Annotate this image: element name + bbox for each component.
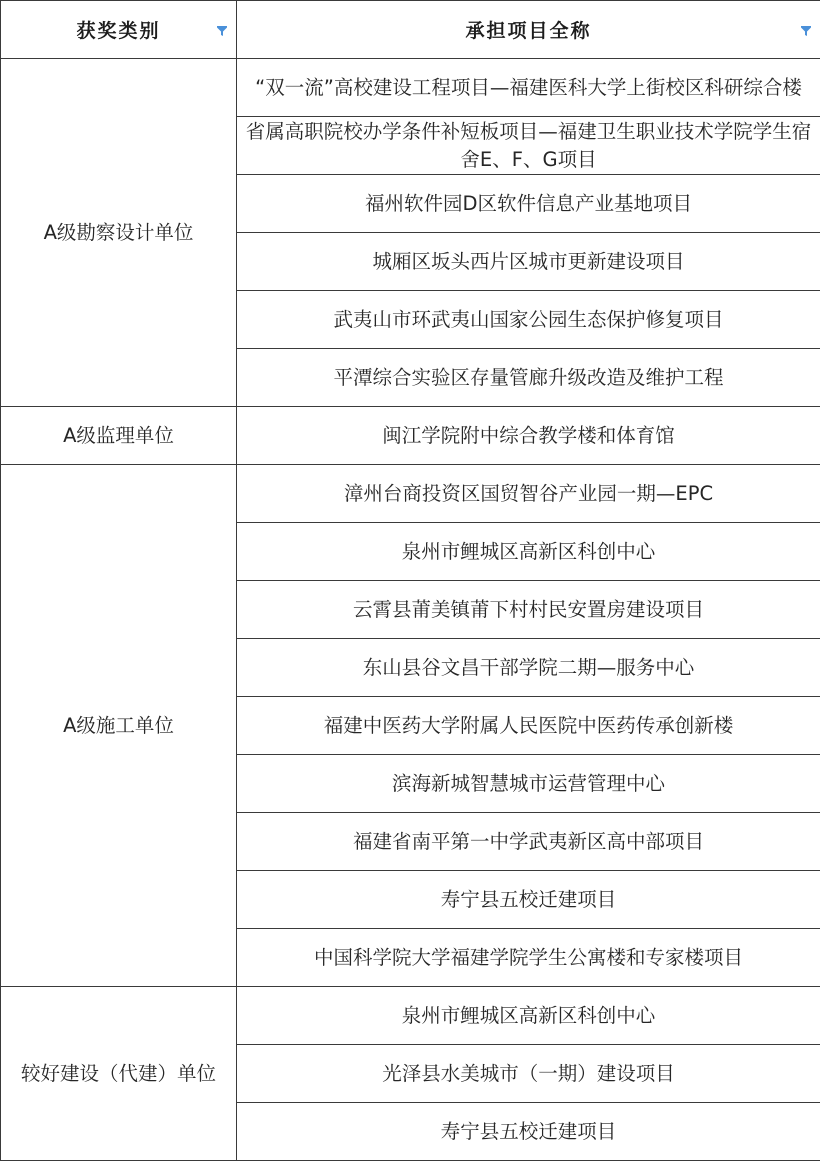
- project-cell: 中国科学院大学福建学院学生公寓楼和专家楼项目: [237, 929, 820, 987]
- project-cell: 平潭综合实验区存量管廊升级改造及维护工程: [237, 349, 820, 407]
- project-cell: 城厢区坂头西片区城市更新建设项目: [237, 233, 820, 291]
- table-row: [1, 59, 820, 117]
- project-cell: 省属高职院校办学条件补短板项目—福建卫生职业技术学院学生宿舍E、F、G项目: [237, 117, 820, 175]
- project-cell: 福州软件园D区软件信息产业基地项目: [237, 175, 820, 233]
- table-header: [1, 1, 820, 59]
- project-cell: 寿宁县五校迁建项目: [237, 871, 820, 929]
- project-cell: 福建中医药大学附属人民医院中医药传承创新楼: [237, 697, 820, 755]
- table-body: [1, 59, 820, 1161]
- project-cell: 云霄县莆美镇莆下村村民安置房建设项目: [237, 581, 820, 639]
- header-row: [1, 1, 820, 59]
- project-cell: 光泽县水美城市（一期）建设项目: [237, 1045, 820, 1103]
- category-cell: 较好建设（代建）单位: [1, 987, 237, 1161]
- header-project-label: 承担项目全称: [465, 20, 592, 42]
- table-row: [1, 465, 820, 523]
- project-cell: 泉州市鲤城区高新区科创中心: [237, 987, 820, 1045]
- project-cell: “双一流”高校建设工程项目—福建医科大学上街校区科研综合楼: [237, 59, 820, 117]
- project-cell: 漳州台商投资区国贸智谷产业园一期—EPC: [237, 465, 820, 523]
- project-cell: 东山县谷文昌干部学院二期—服务中心: [237, 639, 820, 697]
- project-cell: 寿宁县五校迁建项目: [237, 1103, 820, 1161]
- table-row: [1, 407, 820, 465]
- project-cell: 泉州市鲤城区高新区科创中心: [237, 523, 820, 581]
- header-category-label: 获奖类别: [76, 20, 161, 42]
- project-cell: 闽江学院附中综合教学楼和体育馆: [237, 407, 820, 465]
- header-project[interactable]: [237, 1, 820, 59]
- table-row: [1, 987, 820, 1045]
- header-category[interactable]: [1, 1, 237, 59]
- category-cell: A级监理单位: [1, 407, 237, 465]
- category-cell: A级勘察设计单位: [1, 59, 237, 407]
- filter-icon[interactable]: [216, 25, 228, 37]
- category-cell: A级施工单位: [1, 465, 237, 987]
- filter-icon[interactable]: [800, 25, 812, 37]
- project-cell: 武夷山市环武夷山国家公园生态保护修复项目: [237, 291, 820, 349]
- project-cell: 福建省南平第一中学武夷新区高中部项目: [237, 813, 820, 871]
- project-cell: 滨海新城智慧城市运营管理中心: [237, 755, 820, 813]
